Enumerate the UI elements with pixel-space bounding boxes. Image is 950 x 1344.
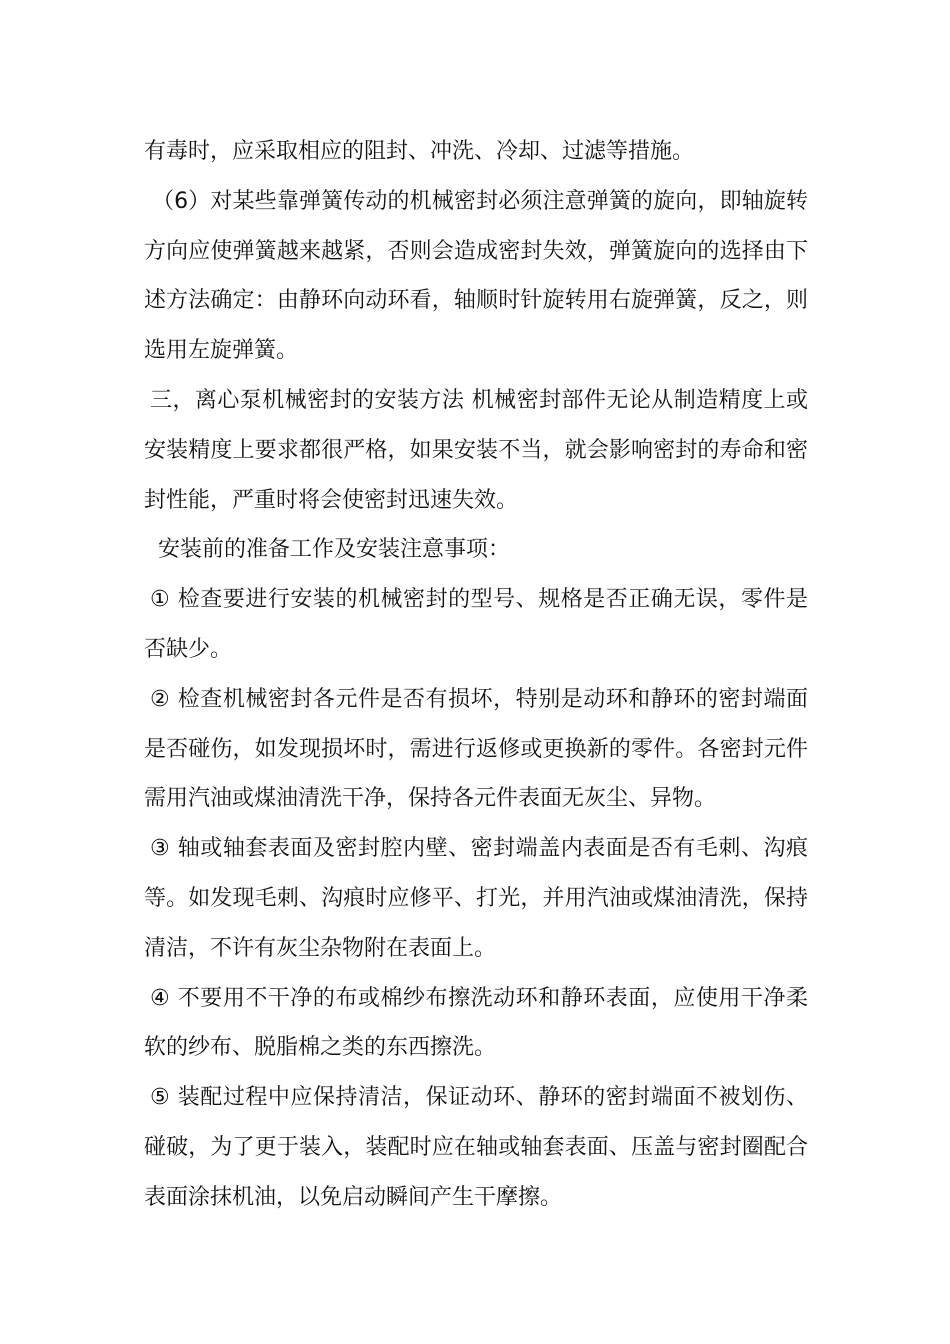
list-item-2: ② 检查机械密封各元件是否有损坏，特别是动环和静环的密封端面是否碰伤，如发现损坏时，需进行返修或更换新的零件。各密封元件需用汽油或煤油清洗干净，保持各元件表面无灰尘、异物。 <box>144 686 808 812</box>
paragraph-continuation: 有毒时，应采取相应的阻封、冲洗、冷却、过滤等措施。 <box>144 139 695 164</box>
paragraph-section-three: 三，离心泵机械密封的安装方法 机械密封部件无论从制造精度上或安装精度上要求都很严格，如果安装不当，就会影响密封的寿命和密封性能，严重时将会使密封迅速失效。 <box>144 387 808 513</box>
list-item-4: ④ 不要用不干净的布或棉纱布擦洗动环和静环表面，应使用干净柔软的纱布、脱脂棉之类的东西擦洗。 <box>144 985 808 1061</box>
paragraph-preparation-heading: 安装前的准备工作及安装注意事项： <box>158 537 511 563</box>
list-item-1: ① 检查要进行安装的机械密封的型号、规格是否正确无误，零件是否缺少。 <box>144 587 808 662</box>
paragraph-spring-direction: （6）对某些靠弹簧传动的机械密封必须注意弹簧的旋向，即轴旋转方向应使弹簧越来越紧，否则会造成密封失效，弹簧旋向的选择由下述方法确定：由静环向动环看，轴顺时针旋转用右旋弹簧，反之，则选用左旋弹簧。 <box>144 188 808 364</box>
list-item-5: ⑤ 装配过程中应保持清洁，保证动环、静环的密封端面不被划伤、碰破，为了更于装入，装配时应在轴或轴套表面、压盖与密封圈配合表面涂抹机油，以免启动瞬间产生干摩擦。 <box>144 1085 808 1210</box>
document-body <box>144 127 808 1223</box>
list-item-3: ③ 轴或轴套表面及密封腔内壁、密封端盖内表面是否有毛刺、沟痕等。如发现毛刺、沟痕时应修平、打光，并用汽油或煤油清洗，保持清洁，不许有灰尘杂物附在表面上。 <box>144 836 808 961</box>
